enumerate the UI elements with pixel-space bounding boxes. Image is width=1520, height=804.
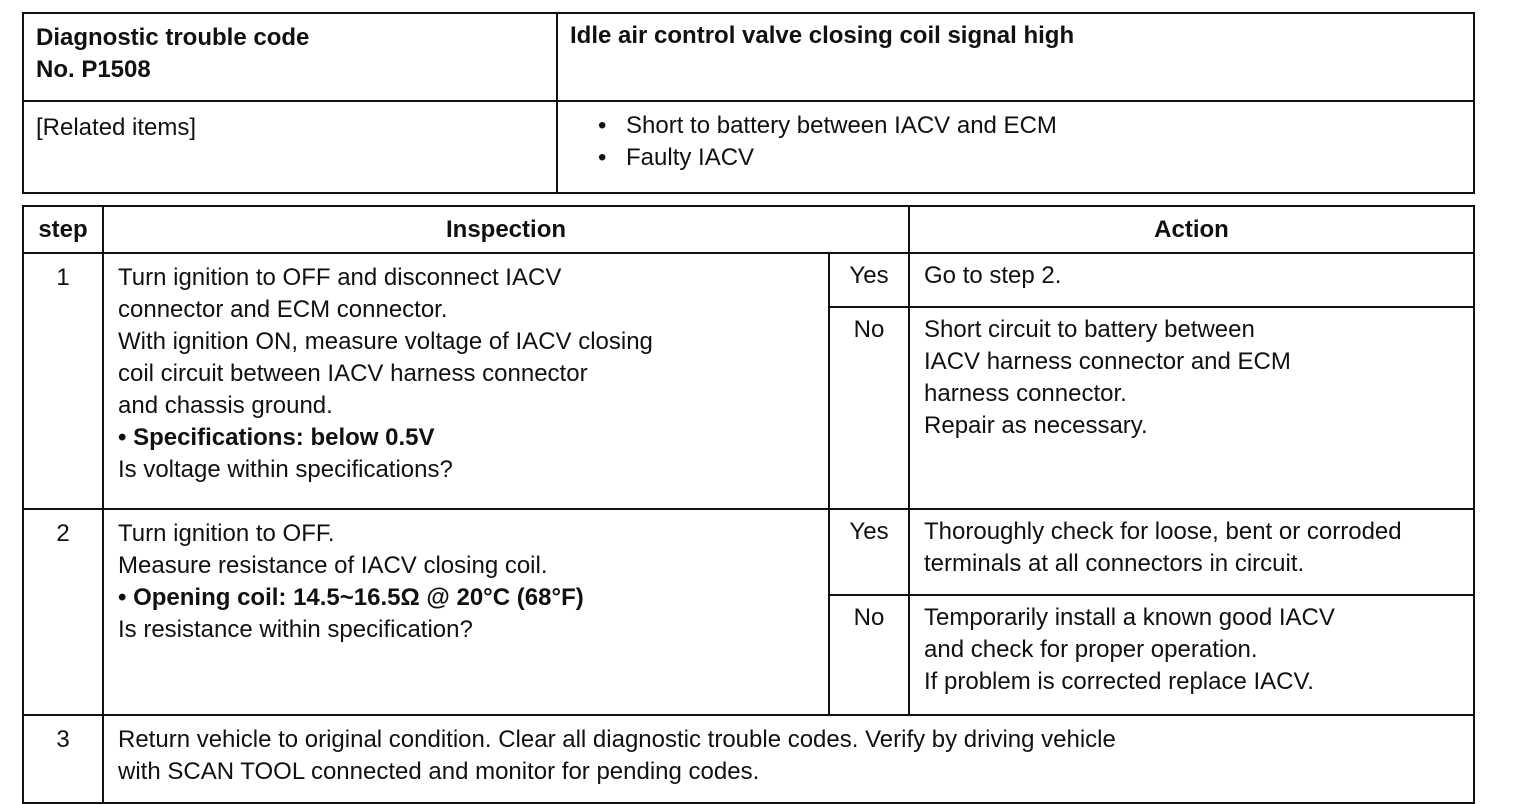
- inspection-question: Is resistance within specification?: [118, 616, 473, 643]
- action-line: Short circuit to battery between: [924, 316, 1255, 343]
- specification: • Specifications: below 0.5V: [118, 424, 435, 451]
- yes-label: Yes: [829, 253, 909, 307]
- step-2-no-action: [909, 595, 1474, 715]
- dtc-header-table: [22, 12, 1475, 194]
- related-items-list: [598, 110, 1473, 174]
- dtc-label: Diagnostic trouble code: [36, 24, 310, 51]
- inspection-line: Turn ignition to OFF.: [118, 520, 335, 547]
- step-number-2: 2: [23, 509, 103, 715]
- action-line: terminals at all connectors in circuit.: [924, 550, 1305, 577]
- step-2-inspection: [103, 509, 829, 715]
- inspection-line: Turn ignition to OFF and disconnect IACV: [118, 264, 562, 291]
- action-line: Repair as necessary.: [924, 412, 1148, 439]
- action-line: Go to step 2.: [924, 262, 1062, 289]
- header-step: step: [23, 206, 103, 253]
- action-line: harness connector.: [924, 380, 1127, 407]
- step-3-instruction: [103, 715, 1474, 803]
- instruction-line: with SCAN TOOL connected and monitor for pending codes.: [118, 758, 760, 785]
- action-line: Temporarily install a known good IACV: [924, 604, 1335, 631]
- header-action: Action: [909, 206, 1474, 253]
- dtc-title: Idle air control valve closing coil signal high: [570, 22, 1075, 49]
- step-1-inspection: [103, 253, 829, 509]
- header-inspection: Inspection: [103, 206, 909, 253]
- inspection-line: Measure resistance of IACV closing coil.: [118, 552, 548, 579]
- specification: • Opening coil: 14.5~16.5Ω @ 20°C (68°F): [118, 584, 584, 611]
- action-line: and check for proper operation.: [924, 636, 1258, 663]
- step-1-no-action: [909, 307, 1474, 509]
- diagnostic-steps-table: [22, 205, 1475, 804]
- no-label: No: [829, 307, 909, 509]
- inspection-question: Is voltage within specifications?: [118, 456, 453, 483]
- step-2-yes-action: [909, 509, 1474, 595]
- dtc-number: No. P1508: [36, 56, 151, 83]
- action-line: IACV harness connector and ECM: [924, 348, 1291, 375]
- action-line: Thoroughly check for loose, bent or corroded: [924, 518, 1402, 545]
- dtc-title-cell: [557, 13, 1474, 101]
- step-number-1: 1: [23, 253, 103, 509]
- yes-label: Yes: [829, 509, 909, 595]
- inspection-line: connector and ECM connector.: [118, 296, 448, 323]
- no-label: No: [829, 595, 909, 715]
- dtc-label-cell: [23, 13, 557, 101]
- inspection-line: and chassis ground.: [118, 392, 333, 419]
- related-items-label-cell: [23, 101, 557, 193]
- related-item: • Faulty IACV: [598, 142, 1473, 174]
- step-1-yes-action: [909, 253, 1474, 307]
- action-line: If problem is corrected replace IACV.: [924, 668, 1314, 695]
- related-items-label: [Related items]: [36, 114, 197, 141]
- related-items-cell: [557, 101, 1474, 193]
- inspection-line: coil circuit between IACV harness connector: [118, 360, 588, 387]
- inspection-line: With ignition ON, measure voltage of IACV closing: [118, 328, 653, 355]
- related-item: • Short to battery between IACV and ECM: [598, 110, 1473, 142]
- step-number-3: 3: [23, 715, 103, 803]
- instruction-line: Return vehicle to original condition. Clear all diagnostic trouble codes. Verify by driving vehicle: [118, 726, 1116, 753]
